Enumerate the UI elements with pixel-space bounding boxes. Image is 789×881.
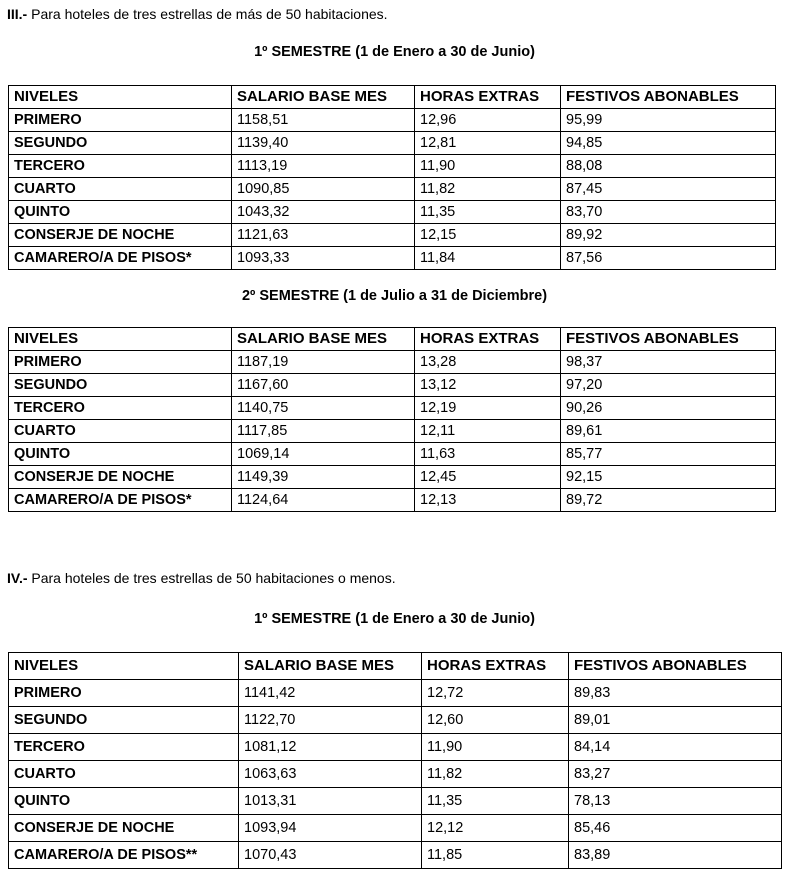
column-header: FESTIVOS ABONABLES — [569, 653, 782, 680]
value-cell: 12,60 — [422, 707, 569, 734]
column-header: HORAS EXTRAS — [415, 328, 561, 351]
column-header: HORAS EXTRAS — [422, 653, 569, 680]
value-cell: 1149,39 — [232, 466, 415, 489]
level-cell: PRIMERO — [9, 680, 239, 707]
column-header: FESTIVOS ABONABLES — [561, 328, 776, 351]
table-row — [9, 443, 776, 466]
value-cell: 1013,31 — [239, 788, 422, 815]
value-cell: 1043,32 — [232, 201, 415, 224]
value-cell: 12,13 — [415, 489, 561, 512]
value-cell: 11,35 — [415, 201, 561, 224]
table-row — [9, 815, 782, 842]
value-cell: 1187,19 — [232, 351, 415, 374]
value-cell: 11,90 — [422, 734, 569, 761]
value-cell: 1070,43 — [239, 842, 422, 869]
value-cell: 83,27 — [569, 761, 782, 788]
value-cell: 11,82 — [422, 761, 569, 788]
level-cell: PRIMERO — [9, 351, 232, 374]
table-2-title: 2º SEMESTRE (1 de Julio a 31 de Diciembre) — [241, 288, 548, 304]
table-row — [9, 680, 782, 707]
value-cell: 1093,94 — [239, 815, 422, 842]
value-cell: 11,35 — [422, 788, 569, 815]
level-cell: TERCERO — [9, 397, 232, 420]
value-cell: 89,72 — [561, 489, 776, 512]
level-cell: CAMARERO/A DE PISOS* — [9, 247, 232, 270]
level-cell: TERCERO — [9, 734, 239, 761]
table-row — [9, 842, 782, 869]
value-cell: 1158,51 — [232, 109, 415, 132]
column-header: NIVELES — [9, 86, 232, 109]
value-cell: 78,13 — [569, 788, 782, 815]
value-cell: 12,45 — [415, 466, 561, 489]
column-header: FESTIVOS ABONABLES — [561, 86, 776, 109]
value-cell: 12,72 — [422, 680, 569, 707]
value-cell: 1140,75 — [232, 397, 415, 420]
value-cell: 92,15 — [561, 466, 776, 489]
value-cell: 90,26 — [561, 397, 776, 420]
value-cell: 88,08 — [561, 155, 776, 178]
value-cell: 87,56 — [561, 247, 776, 270]
level-cell: CAMARERO/A DE PISOS** — [9, 842, 239, 869]
value-cell: 12,96 — [415, 109, 561, 132]
value-cell: 89,92 — [561, 224, 776, 247]
section-heading-iii — [7, 6, 388, 22]
value-cell: 11,82 — [415, 178, 561, 201]
value-cell: 1090,85 — [232, 178, 415, 201]
table-row — [9, 397, 776, 420]
salary-table-2 — [8, 327, 776, 512]
value-cell: 1081,12 — [239, 734, 422, 761]
table-row — [9, 734, 782, 761]
value-cell: 1167,60 — [232, 374, 415, 397]
value-cell: 13,12 — [415, 374, 561, 397]
value-cell: 89,83 — [569, 680, 782, 707]
value-cell: 1122,70 — [239, 707, 422, 734]
value-cell: 98,37 — [561, 351, 776, 374]
level-cell: CONSERJE DE NOCHE — [9, 815, 239, 842]
value-cell: 1121,63 — [232, 224, 415, 247]
salary-table-3 — [8, 652, 782, 869]
level-cell: CUARTO — [9, 761, 239, 788]
table-header-row — [9, 653, 782, 680]
table-row — [9, 109, 776, 132]
table-row — [9, 247, 776, 270]
value-cell: 11,63 — [415, 443, 561, 466]
value-cell: 13,28 — [415, 351, 561, 374]
column-header: SALARIO BASE MES — [239, 653, 422, 680]
table-row — [9, 707, 782, 734]
value-cell: 1139,40 — [232, 132, 415, 155]
salary-table-1 — [8, 85, 776, 270]
section-number: IV.- — [7, 570, 28, 586]
table-row — [9, 155, 776, 178]
value-cell: 1117,85 — [232, 420, 415, 443]
value-cell: 11,85 — [422, 842, 569, 869]
section-number: III.- — [7, 6, 28, 22]
column-header: SALARIO BASE MES — [232, 328, 415, 351]
table-row — [9, 761, 782, 788]
value-cell: 94,85 — [561, 132, 776, 155]
level-cell: CAMARERO/A DE PISOS* — [9, 489, 232, 512]
level-cell: CUARTO — [9, 178, 232, 201]
value-cell: 1113,19 — [232, 155, 415, 178]
section-text: Para hoteles de tres estrellas de 50 habitaciones o menos. — [27, 570, 396, 586]
table-row — [9, 224, 776, 247]
table-row — [9, 788, 782, 815]
level-cell: SEGUNDO — [9, 374, 232, 397]
table-3-title: 1º SEMESTRE (1 de Enero a 30 de Junio) — [254, 611, 535, 627]
level-cell: PRIMERO — [9, 109, 232, 132]
level-cell: QUINTO — [9, 788, 239, 815]
table-1-title: 1º SEMESTRE (1 de Enero a 30 de Junio) — [254, 44, 535, 60]
level-cell: QUINTO — [9, 201, 232, 224]
value-cell: 84,14 — [569, 734, 782, 761]
value-cell: 95,99 — [561, 109, 776, 132]
value-cell: 11,90 — [415, 155, 561, 178]
value-cell: 12,19 — [415, 397, 561, 420]
table-row — [9, 420, 776, 443]
level-cell: CUARTO — [9, 420, 232, 443]
value-cell: 12,12 — [422, 815, 569, 842]
table-header-row — [9, 328, 776, 351]
level-cell: CONSERJE DE NOCHE — [9, 466, 232, 489]
table-row — [9, 201, 776, 224]
column-header: NIVELES — [9, 653, 239, 680]
table-row — [9, 351, 776, 374]
section-heading-iv — [7, 570, 396, 586]
value-cell: 1069,14 — [232, 443, 415, 466]
value-cell: 12,11 — [415, 420, 561, 443]
table-header-row — [9, 86, 776, 109]
level-cell: QUINTO — [9, 443, 232, 466]
value-cell: 85,46 — [569, 815, 782, 842]
table-row — [9, 466, 776, 489]
value-cell: 1093,33 — [232, 247, 415, 270]
table-row — [9, 178, 776, 201]
column-header: NIVELES — [9, 328, 232, 351]
value-cell: 1063,63 — [239, 761, 422, 788]
value-cell: 1124,64 — [232, 489, 415, 512]
value-cell: 12,15 — [415, 224, 561, 247]
level-cell: CONSERJE DE NOCHE — [9, 224, 232, 247]
value-cell: 1141,42 — [239, 680, 422, 707]
value-cell: 97,20 — [561, 374, 776, 397]
level-cell: SEGUNDO — [9, 132, 232, 155]
column-header: SALARIO BASE MES — [232, 86, 415, 109]
value-cell: 89,61 — [561, 420, 776, 443]
value-cell: 12,81 — [415, 132, 561, 155]
value-cell: 87,45 — [561, 178, 776, 201]
value-cell: 83,70 — [561, 201, 776, 224]
table-row — [9, 132, 776, 155]
value-cell: 85,77 — [561, 443, 776, 466]
value-cell: 11,84 — [415, 247, 561, 270]
value-cell: 83,89 — [569, 842, 782, 869]
level-cell: SEGUNDO — [9, 707, 239, 734]
table-row — [9, 489, 776, 512]
value-cell: 89,01 — [569, 707, 782, 734]
level-cell: TERCERO — [9, 155, 232, 178]
table-row — [9, 374, 776, 397]
column-header: HORAS EXTRAS — [415, 86, 561, 109]
section-text: Para hoteles de tres estrellas de más de 50 habitaciones. — [27, 6, 388, 22]
